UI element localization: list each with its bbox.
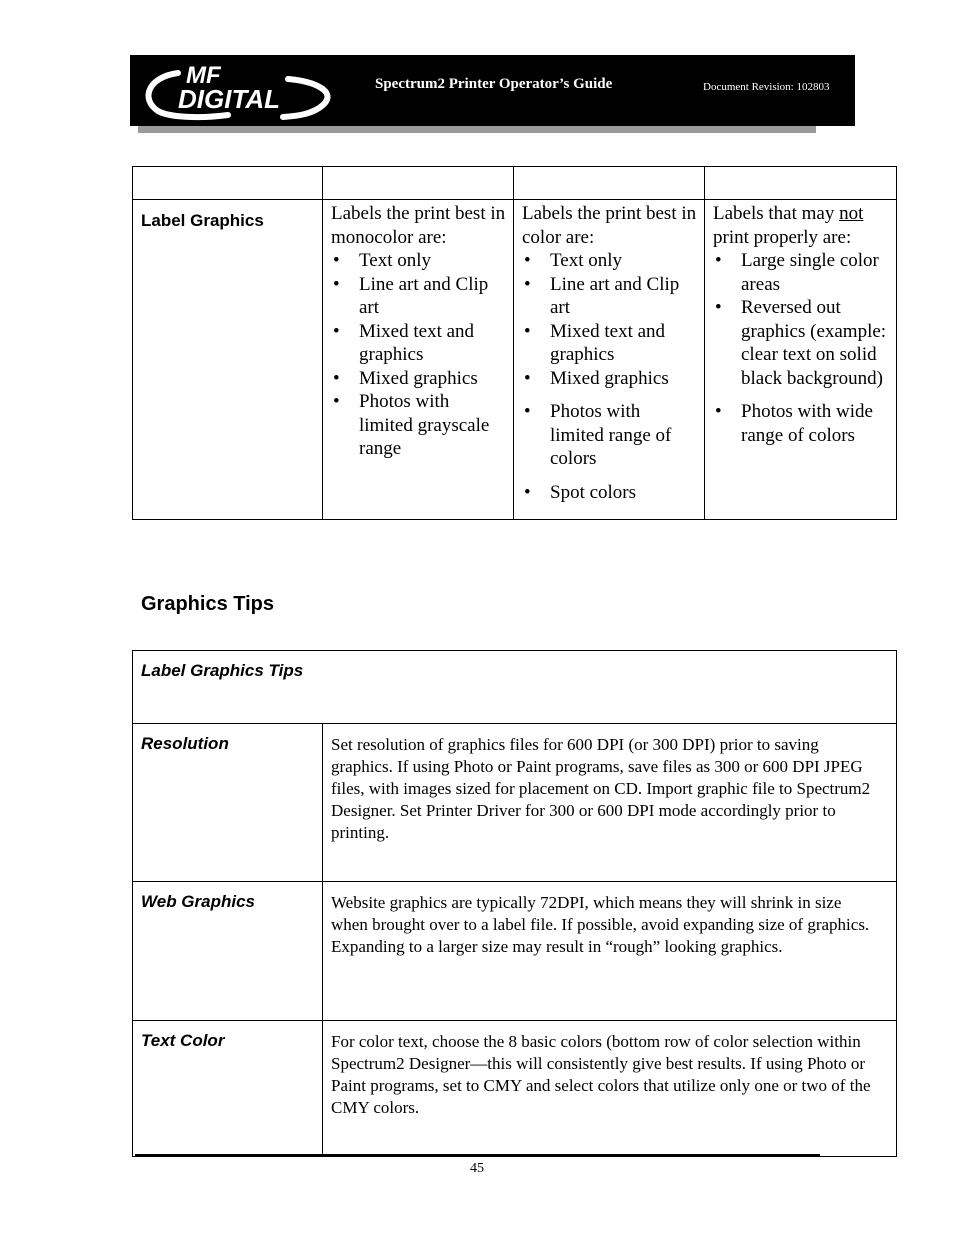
not-print-column xyxy=(705,200,897,520)
intro-underlined-text: not xyxy=(839,203,864,224)
tip-label-text-color: Text Color xyxy=(133,1021,323,1157)
list-item: • Mixed graphics xyxy=(331,367,507,391)
list-item: • Large single color areas xyxy=(713,249,890,296)
list-item: • Line art and Clip art xyxy=(331,273,507,320)
color-list xyxy=(522,249,698,504)
footer-divider xyxy=(135,1154,820,1156)
row-label: Label Graphics xyxy=(133,200,323,520)
label-graphics-table xyxy=(132,166,897,520)
table-row xyxy=(133,882,897,1021)
monocolor-intro: Labels the print best in monocolor are: xyxy=(331,203,506,248)
color-column xyxy=(514,200,705,520)
list-item: • Reversed out graphics (example: clear text on solid black background) xyxy=(713,296,890,390)
empty-cell xyxy=(514,167,705,200)
tips-table-title: Label Graphics Tips xyxy=(133,651,897,724)
tip-text-text-color: For color text, choose the 8 basic colors (bottom row of color selection within Spectrum2 Designer—this will consistently give best results. If using Photo or Paint programs, set to CMY and select colors that utilize only one or two of the CMY colors. xyxy=(323,1021,897,1157)
document-title: Spectrum2 Printer Operator’s Guide xyxy=(375,76,613,92)
list-item: • Mixed text and graphics xyxy=(331,320,507,367)
tip-text-resolution: Set resolution of graphics files for 600 DPI (or 300 DPI) prior to saving graphics. If using Photo or Paint programs, save files as 300 or 600 DPI JPEG files, with images sized for placement on CD. Import graphic file to Spectrum2 Designer. Set Printer Driver for 300 or 600 DPI mode accordingly prior to printing. xyxy=(323,724,897,882)
graphics-tips-table xyxy=(132,650,897,1157)
table-row xyxy=(133,724,897,882)
list-item: • Spot colors xyxy=(522,481,698,505)
monocolor-list xyxy=(331,249,507,461)
tip-text-web-graphics: Website graphics are typically 72DPI, which means they will shrink in size when brought over to a label file. If possible, avoid expanding size of graphics. Expanding to a larger size may result in “rough” looking graphics. xyxy=(323,882,897,1021)
tip-label-web-graphics: Web Graphics xyxy=(133,882,323,1021)
list-item: • Photos with wide range of colors xyxy=(713,400,890,447)
document-revision: Document Revision: 102803 xyxy=(703,81,830,93)
list-item: • Mixed text and graphics xyxy=(522,320,698,367)
tips-title-row xyxy=(133,651,897,724)
empty-cell xyxy=(323,167,514,200)
page-number: 45 xyxy=(470,1161,484,1176)
empty-cell xyxy=(705,167,897,200)
list-item: • Text only xyxy=(331,249,507,273)
intro-text-after: print properly are: xyxy=(713,226,852,248)
intro-text-before: Labels that may xyxy=(713,203,840,224)
not-print-intro xyxy=(713,202,890,249)
section-title: Graphics Tips xyxy=(141,593,275,615)
logo-text-top: MF xyxy=(186,62,221,89)
table-row xyxy=(133,1021,897,1157)
monocolor-column xyxy=(323,200,514,520)
list-item: • Line art and Clip art xyxy=(522,273,698,320)
list-item: • Photos with limited grayscale range xyxy=(331,390,507,461)
list-item: • Photos with limited range of colors xyxy=(522,400,698,471)
color-intro: Labels the print best in color are: xyxy=(522,203,697,248)
page-header xyxy=(130,55,855,126)
logo-text-bottom: DIGITAL xyxy=(178,84,281,114)
table-header-row xyxy=(133,167,897,200)
list-item: • Text only xyxy=(522,249,698,273)
table-row xyxy=(133,200,897,520)
not-print-list xyxy=(713,249,890,447)
empty-cell xyxy=(133,167,323,200)
mf-digital-logo xyxy=(138,59,338,123)
tip-label-resolution: Resolution xyxy=(133,724,323,882)
list-item: • Mixed graphics xyxy=(522,367,698,391)
